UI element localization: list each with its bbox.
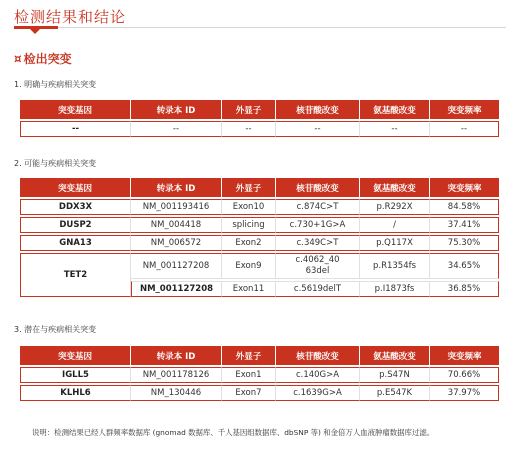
header-gene: 突变基因 (20, 346, 131, 365)
cell-exon: Exon7 (222, 385, 276, 401)
table-row (20, 367, 499, 383)
header-gene: 突变基因 (20, 100, 131, 119)
cell-transcript: NM_001178126 (131, 367, 222, 383)
table-row (20, 253, 499, 279)
cell-gene: GNA13 (20, 235, 131, 251)
table-row (20, 235, 499, 251)
cell-nucleotide: c.730+1G>A (276, 217, 360, 233)
header-transcript: 转录本 ID (131, 346, 222, 365)
nucleotide-line-2: 63del (305, 266, 330, 276)
header-transcript: 转录本 ID (131, 178, 222, 197)
group-1-table (20, 98, 499, 139)
cell-nucleotide: c.5619delT (276, 281, 360, 297)
header-nucleotide: 核苷酸改变 (276, 178, 360, 197)
header-frequency: 突变频率 (430, 346, 499, 365)
section-symbol-icon: ¤ (14, 52, 22, 66)
cell-nucleotide: c.349C>T (276, 235, 360, 251)
cell-gene: IGLL5 (20, 367, 131, 383)
header-frequency: 突变频率 (430, 178, 499, 197)
header-amino-acid: 氨基酸改变 (360, 346, 430, 365)
cell-transcript: NM_001193416 (131, 199, 222, 215)
cell-exon: Exon11 (222, 281, 276, 297)
section-title (14, 50, 72, 67)
cell-amino-acid: p.E547K (360, 385, 430, 401)
header-exon: 外显子 (222, 346, 276, 365)
cell-gene: DDX3X (20, 199, 131, 215)
cell-frequency: -- (430, 121, 499, 137)
cell-amino-acid: p.I1873fs (360, 281, 430, 297)
table-row (20, 385, 499, 401)
cell-transcript: NM_130446 (131, 385, 222, 401)
nucleotide-line-1: c.4062_40 (295, 255, 340, 265)
table-header-row (20, 100, 499, 119)
cell-gene: KLHL6 (20, 385, 131, 401)
cell-amino-acid: p.Q117X (360, 235, 430, 251)
cell-exon: Exon10 (222, 199, 276, 215)
group-2-title: 2. 可能与疾病相关突变 (14, 159, 97, 168)
table-row (20, 217, 499, 233)
group-1-title: 1. 明确与疾病相关突变 (14, 80, 97, 89)
cell-nucleotide (276, 253, 360, 279)
cell-exon: splicing (222, 217, 276, 233)
cell-exon: Exon2 (222, 235, 276, 251)
header-amino-acid: 氨基酸改变 (360, 178, 430, 197)
cell-gene: -- (20, 121, 131, 137)
footnote: 说明：检测结果已经人群频率数据库 (gnomad 数据库、千人基因组数据库、dbSNP 等) 和金倍万人血液肿瘤数据库过滤。 (32, 428, 435, 437)
cell-exon: Exon9 (222, 253, 276, 279)
group-3-title: 3. 潜在与疾病相关突变 (14, 325, 97, 334)
cell-exon: Exon1 (222, 367, 276, 383)
header-transcript: 转录本 ID (131, 100, 222, 119)
cell-gene: TET2 (20, 253, 131, 297)
cell-frequency: 36.85% (430, 281, 499, 297)
cell-amino-acid: p.R1354fs (360, 253, 430, 279)
table-header-row (20, 178, 499, 197)
header-exon: 外显子 (222, 178, 276, 197)
cell-amino-acid: / (360, 217, 430, 233)
cell-amino-acid: p.R292X (360, 199, 430, 215)
group-3-table (20, 344, 499, 403)
header-gene: 突变基因 (20, 178, 131, 197)
cell-exon: -- (222, 121, 276, 137)
cell-frequency: 75.30% (430, 235, 499, 251)
table-row (20, 121, 499, 137)
cell-transcript: NM_004418 (131, 217, 222, 233)
group-2-table (20, 176, 499, 299)
cell-transcript: NM_001127208 (131, 281, 222, 297)
cell-frequency: 84.58% (430, 199, 499, 215)
cell-amino-acid: -- (360, 121, 430, 137)
title-accent-triangle (30, 29, 40, 34)
section-title-text: 检出突变 (23, 52, 72, 66)
cell-transcript: -- (131, 121, 222, 137)
header-nucleotide: 核苷酸改变 (276, 100, 360, 119)
cell-frequency: 37.41% (430, 217, 499, 233)
cell-nucleotide: c.140G>A (276, 367, 360, 383)
cell-frequency: 37.97% (430, 385, 499, 401)
table-row (20, 199, 499, 215)
table-header-row (20, 346, 499, 365)
cell-transcript: NM_006572 (131, 235, 222, 251)
cell-nucleotide: c.1639G>A (276, 385, 360, 401)
header-amino-acid: 氨基酸改变 (360, 100, 430, 119)
header-nucleotide: 核苷酸改变 (276, 346, 360, 365)
header-frequency: 突变频率 (430, 100, 499, 119)
cell-amino-acid: p.S47N (360, 367, 430, 383)
cell-gene: DUSP2 (20, 217, 131, 233)
cell-frequency: 70.66% (430, 367, 499, 383)
cell-frequency: 34.65% (430, 253, 499, 279)
cell-transcript: NM_001127208 (131, 253, 222, 279)
cell-nucleotide: c.874C>T (276, 199, 360, 215)
title-divider (14, 27, 506, 28)
header-exon: 外显子 (222, 100, 276, 119)
page-title: 检测结果和结论 (14, 8, 127, 26)
cell-nucleotide: -- (276, 121, 360, 137)
